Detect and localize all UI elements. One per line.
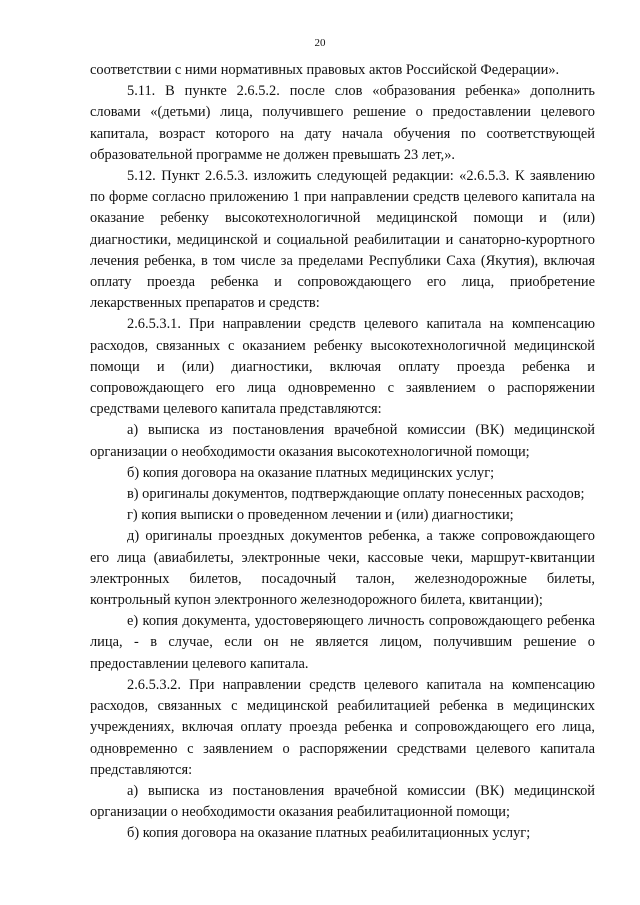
- paragraph-continuation: соответствии с ними нормативных правовых актов Российской Федерации».: [90, 62, 560, 78]
- paragraph-2-6-5-3-2: 2.6.5.3.2. При направлении средств целевого капитала на компенсацию расходов, связанных с медицинской реабилитацией ребенка в медицинских учреждениях, включая оплату проезда ребенка и сопровождающего его лица, одновременно с заявлением о распоряжении средствами целевого капитала представляются:: [90, 676, 595, 778]
- list-item-e: е) копия документа, удостоверяющего личность сопровождающего ребенка лица, - в случае, если он не является лицом, получившим решение о предоставлении целевого капитала.: [90, 613, 595, 672]
- paragraph-2-6-5-3-1: 2.6.5.3.1. При направлении средств целевого капитала на компенсацию расходов, связанных с оказанием ребенку высокотехнологичной медицинской помощи и (или) диагностики, включая оплату проезда ребенка и сопровождающего его лица одновременно с заявлением о распоряжении средствами целевого капитала представляются:: [90, 316, 595, 418]
- list-item-b: б) копия договора на оказание платных медицинских услуг;: [127, 464, 495, 481]
- list-item-d: д) оригиналы проездных документов ребенка, а также сопровождающего его лица (авиабилеты, электронные чеки, кассовые чеки, маршрут-квитанции электронных билетов, посадочный талон, железнодорожные билеты, контрольный купон электронного железнодорожного билета, квитанции);: [90, 528, 595, 609]
- paragraph-5-11: 5.11. В пункте 2.6.5.2. после слов «образования ребенка» дополнить словами «(детьми) лица, получившего решение о предоставлении целевого капитала, возраст которого на дату начала обучения по соответствующей образовательной программе не должен превышать 23 лет,».: [90, 83, 595, 163]
- list-item-g: г) копия выписки о проведенном лечении и (или) диагностики;: [127, 507, 514, 524]
- document-body: [90, 60, 595, 845]
- list-item-b-2: б) копия договора на оказание платных реабилитационных услуг;: [127, 825, 531, 842]
- list-item-v: в) оригиналы документов, подтверждающие оплату понесенных расходов;: [127, 486, 585, 503]
- page-number: 20: [314, 37, 326, 49]
- list-item-a-2: а) выписка из постановления врачебной комиссии (ВК) медицинской организации о необходимости оказания реабилитационной помощи;: [90, 782, 595, 821]
- paragraph-5-12: 5.12. Пункт 2.6.5.3. изложить следующей редакции: «2.6.5.3. К заявлению по форме согласно приложению 1 при направлении средств целевого капитала на оказание ребенку высокотехнологичной медицинской помощи и (или) диагностики, медицинской и социальной реабилитации и санаторно-курортного лечения ребенка, в том числе за пределами Республики Саха (Якутия), включая оплату проезда ребенка и сопровождающего его лица, приобретение лекарственных препаратов и средств:: [90, 168, 595, 312]
- list-item-a: а) выписка из постановления врачебной комиссии (ВК) медицинской организации о необходимости оказания высокотехнологичной помощи;: [90, 422, 595, 460]
